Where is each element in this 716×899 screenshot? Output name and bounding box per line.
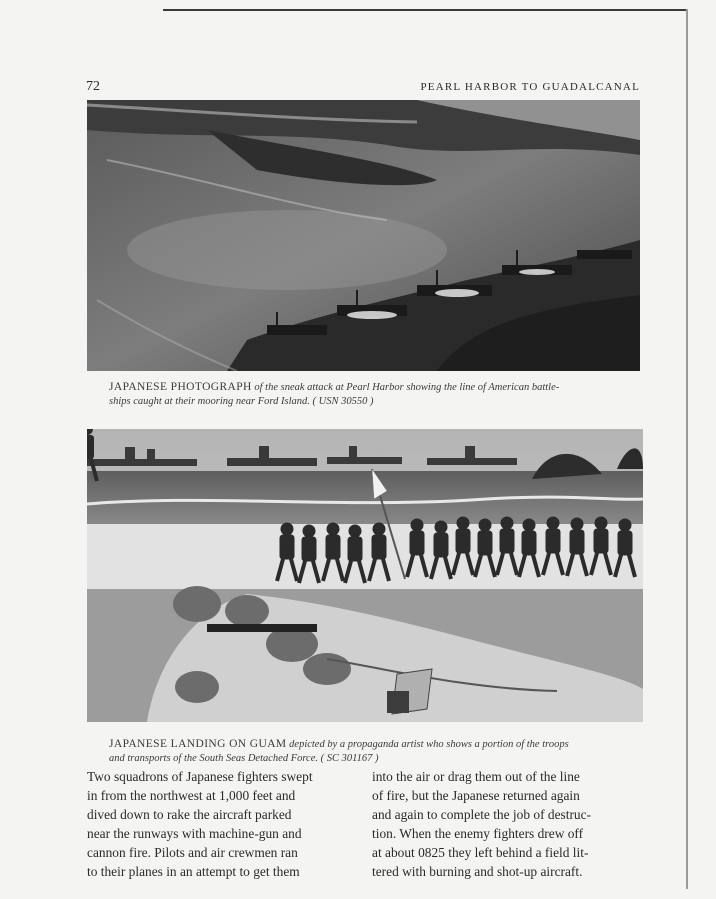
painting-caption [109,737,629,766]
caption-text: and transports of the South Seas Detached Force. ( SC 301167 ) [109,753,379,764]
text-line: and again to complete the job of destruc- [372,807,592,822]
text-line: tion. When the enemy fighters drew off [372,826,584,841]
text-line: at about 0825 they left behind a field lit- [372,845,589,860]
text-line: cannon fire. Pilots and air crewmen ran [87,845,298,860]
text-line: to their planes in an attempt to get them [87,864,300,879]
body-text-left-column [87,767,361,881]
caption-text: ships caught at their mooring near Ford Island. ( USN 30550 ) [109,396,374,407]
photo-caption [109,380,629,409]
page-edge-line [686,9,688,889]
text-line: Two squadrons of Japanese fighters swept [87,769,313,784]
text-line: of fire, but the Japanese returned again [372,788,580,803]
text-line: into the air or drag them out of the line [372,769,580,784]
caption-text: of the sneak attack at Pearl Harbor showing the line of American battle- [251,382,560,393]
caption-title: JAPANESE LANDING ON GUAM [109,738,287,750]
text-line: near the runways with machine-gun and [87,826,302,841]
page-number: 72 [86,79,100,94]
text-line: in from the northwest at 1,000 feet and [87,788,296,803]
pearl-harbor-photo [87,100,640,371]
guam-landing-painting [87,429,643,722]
body-text-right-column [372,767,644,881]
top-rule [163,9,688,11]
caption-text: depicted by a propaganda artist who shows a portion of the troops [286,739,569,750]
caption-title: JAPANESE PHOTOGRAPH [109,381,252,393]
text-line: tered with burning and shot-up aircraft. [372,864,583,879]
running-title: PEARL HARBOR TO GUADALCANAL [420,81,640,93]
text-line: dived down to rake the aircraft parked [87,807,292,822]
